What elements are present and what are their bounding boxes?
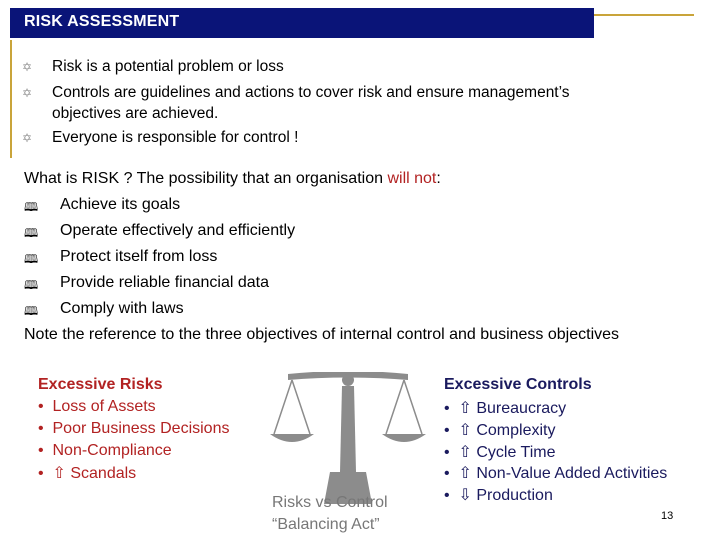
risk-list-item: • Poor Business Decisions (38, 420, 230, 437)
intro-bullet-2-cont: objectives are achieved. (52, 105, 219, 122)
excessive-controls-title: Excessive Controls (444, 376, 592, 393)
risk-question-emphasis: will not (387, 170, 437, 187)
bullet-glyph-icon: ✡ (22, 86, 33, 100)
box-bullet-icon: 🕮 (24, 226, 39, 240)
control-list-item: • ⇧ Non-Value Added Activities (444, 465, 668, 482)
risk-question-suffix: : (436, 170, 441, 187)
slide-title: RISK ASSESSMENT (24, 13, 180, 30)
intro-bullet-2: Controls are guidelines and actions to cover risk and ensure management’s (52, 84, 570, 101)
box-bullet-icon: 🕮 (24, 252, 39, 266)
risk-list-item: • Loss of Assets (38, 398, 156, 415)
risk-item-1: Achieve its goals (60, 196, 181, 213)
risk-item-5: Comply with laws (60, 300, 184, 317)
gold-vertical-divider (10, 40, 12, 158)
caption-line-1: Risks vs Control (272, 494, 388, 511)
risk-question-text: What is RISK ? The possibility that an organisation (24, 170, 388, 187)
risk-question (24, 168, 441, 190)
note-text: Note the reference to the three objectives of internal control and business objectives (24, 326, 620, 343)
intro-bullet-1: Risk is a potential problem or loss (52, 58, 284, 75)
title-bar (10, 8, 594, 38)
control-list-item: • ⇧ Bureaucracy (444, 400, 567, 417)
intro-bullet-3: Everyone is responsible for control ! (52, 129, 299, 146)
risk-list-item: • Non-Compliance (38, 442, 172, 459)
risk-list-item: • ⇧ Scandals (38, 465, 137, 482)
bullet-glyph-icon: ✡ (22, 60, 33, 74)
gold-divider (594, 14, 694, 16)
control-list-item: • ⇧ Cycle Time (444, 444, 556, 461)
page-number: 13 (661, 510, 674, 522)
bullet-glyph-icon: ✡ (22, 131, 33, 145)
box-bullet-icon: 🕮 (24, 304, 39, 318)
control-list-item: • ⇩ Production (444, 487, 553, 504)
box-bullet-icon: 🕮 (24, 278, 39, 292)
balance-scale-icon (258, 372, 438, 512)
caption-line-2: “Balancing Act” (272, 516, 380, 533)
risk-item-4: Provide reliable financial data (60, 274, 270, 291)
box-bullet-icon: 🕮 (24, 200, 39, 214)
control-list-item: • ⇧ Complexity (444, 422, 556, 439)
excessive-risks-title: Excessive Risks (38, 376, 163, 393)
risk-item-2: Operate effectively and efficiently (60, 222, 296, 239)
risk-item-3: Protect itself from loss (60, 248, 218, 265)
